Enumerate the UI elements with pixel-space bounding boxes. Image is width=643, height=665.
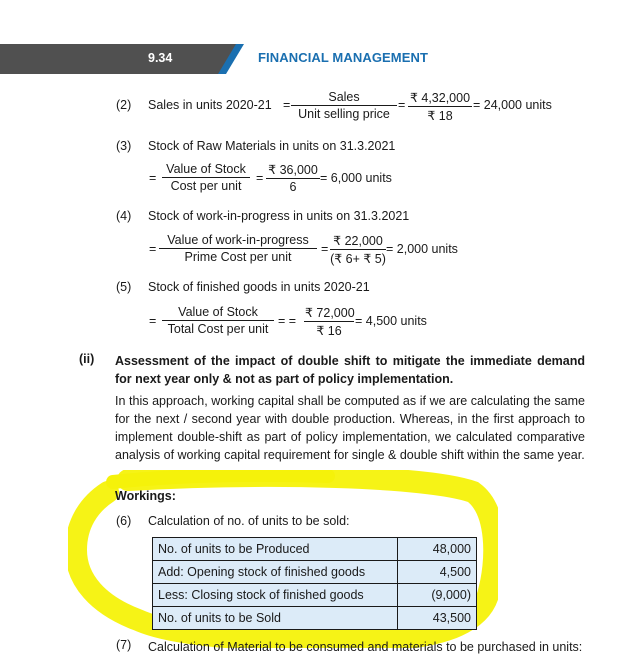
item-3-fraction-1 (162, 162, 250, 193)
item-2-label: Sales in units 2020-21 (148, 98, 272, 112)
table-row-value: 48,000 (398, 538, 477, 561)
item-2-result: = 24,000 units (473, 98, 552, 112)
fraction-numerator: Value of work-in-progress (159, 233, 317, 249)
item-7-label: Calculation of Material to be consumed and materials to be purchased in units: (148, 640, 583, 654)
item-4-fraction-1 (159, 233, 317, 264)
fraction-denominator: 6 (289, 180, 297, 194)
item-5-fraction-2 (304, 305, 354, 338)
page-title: FINANCIAL MANAGEMENT (258, 50, 429, 65)
item-7-number: (7) (116, 638, 132, 652)
table-row (153, 538, 477, 561)
fraction-denominator: Prime Cost per unit (184, 250, 292, 264)
workings-label: Workings: (115, 489, 176, 503)
equals-sign: = (321, 242, 329, 256)
equals-sign: = (398, 98, 406, 112)
fraction-denominator: ₹ 18 (427, 109, 453, 123)
fraction-numerator: Sales (291, 90, 397, 106)
table-row-value: 43,500 (398, 607, 477, 630)
item-2-fraction-2 (408, 90, 472, 123)
equals-sign: = (149, 242, 157, 256)
item-2-number: (2) (116, 98, 132, 112)
item-4-number: (4) (116, 209, 132, 223)
equals-sign: = (283, 98, 291, 112)
fraction-numerator: ₹ 22,000 (330, 233, 386, 250)
equals-sign: = (149, 314, 157, 328)
item-3-number: (3) (116, 139, 132, 153)
table-row (153, 607, 477, 630)
item-4-fraction-2 (330, 233, 386, 266)
item-3-label: Stock of Raw Materials in units on 31.3.2021 (148, 139, 396, 153)
item-3-fraction-2 (266, 162, 320, 194)
table-row-label: No. of units to be Produced (153, 538, 398, 561)
item-5-label: Stock of finished goods in units 2020-21 (148, 280, 370, 294)
page-header-badge (0, 44, 244, 74)
fraction-denominator: Total Cost per unit (167, 322, 269, 336)
fraction-denominator: ₹ 16 (316, 324, 342, 338)
table-row-label: No. of units to be Sold (153, 607, 398, 630)
fraction-numerator: ₹ 4,32,000 (409, 91, 471, 105)
table-row-value: (9,000) (398, 584, 477, 607)
table-row-label: Add: Opening stock of finished goods (153, 561, 398, 584)
units-sold-table (152, 537, 477, 630)
item-5-number: (5) (116, 280, 132, 294)
section-ii-number: (ii) (79, 352, 95, 366)
fraction-numerator: ₹ 72,000 (305, 306, 355, 320)
equals-sign: = (149, 171, 157, 185)
page-number: 9.34 (148, 51, 173, 65)
item-4-label: Stock of work-in-progress in units on 31.3.2021 (148, 209, 410, 223)
section-ii-paragraph: In this approach, working capital shall be computed as if we are calculating the same for the next / second year with double production. Whereas, in the first approach to implement double-shift as part of policy implementation, we calculated comparative analysis of working capital requirement for single & double shift within the same year. (115, 394, 585, 462)
item-6-number: (6) (116, 514, 132, 528)
item-2-fraction-1 (291, 90, 397, 121)
item-4-result: = 2,000 units (386, 242, 458, 256)
fraction-numerator: Value of Stock (162, 305, 274, 321)
item-5-result: = 4,500 units (355, 314, 427, 328)
table-row (153, 584, 477, 607)
table-row-value: 4,500 (398, 561, 477, 584)
table-row (153, 561, 477, 584)
item-3-result: = 6,000 units (320, 171, 392, 185)
fraction-denominator: Cost per unit (170, 179, 242, 193)
equals-sign: = (256, 171, 264, 185)
section-ii-heading: Assessment of the impact of double shift to mitigate the immediate demand for next year only & not as part of policy implementation. (115, 354, 585, 386)
fraction-denominator: Unit selling price (298, 107, 390, 121)
equals-sign: = = (278, 314, 297, 328)
item-6-label: Calculation of no. of units to be sold: (148, 514, 350, 528)
fraction-denominator: (₹ 6+ ₹ 5) (330, 252, 386, 266)
table-row-label: Less: Closing stock of finished goods (153, 584, 398, 607)
item-5-fraction-1 (162, 305, 274, 336)
fraction-numerator: Value of Stock (162, 162, 250, 178)
fraction-numerator: ₹ 36,000 (266, 162, 320, 179)
